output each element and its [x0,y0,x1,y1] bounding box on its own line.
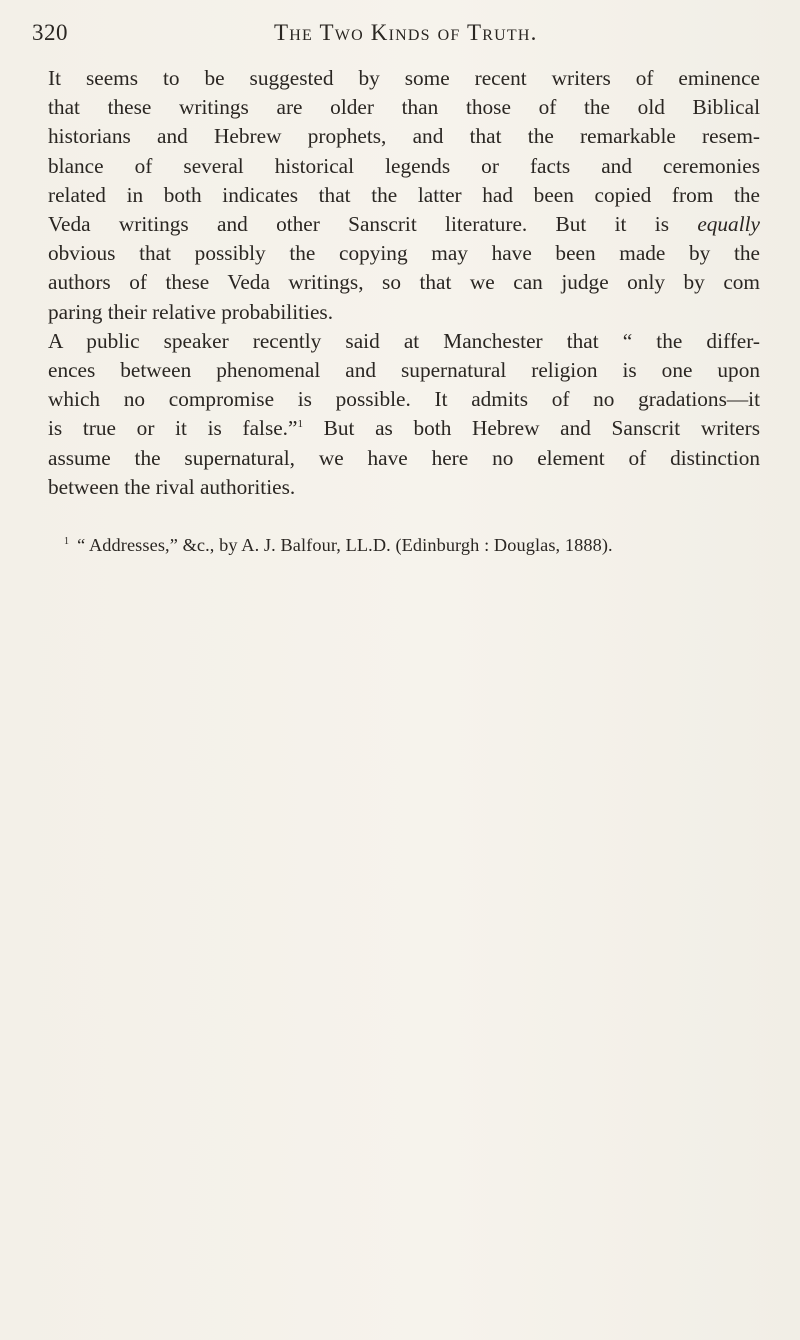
text-line: assume the supernatural, we have here no element of distinction [48,445,760,470]
text-line: authors of these Veda writings, so that we can judge only by com [48,270,760,295]
text-line: that these writings are older than those of the old Biblical [48,95,760,120]
text-line [48,210,760,239]
text-line: historians and Hebrew prophets, and that the remarkable resem- [48,124,760,149]
footnote-reference: 1 [297,418,303,431]
text-segment: is true or it is false.” [48,416,298,441]
running-title: The Two Kinds of Truth. [274,20,538,45]
text-line: between the rival authorities. [48,474,296,499]
text-line: obvious that possibly the copying may have been made by the [48,241,760,266]
text-line: A public speaker recently said at Manchester that “ the differ- [48,328,760,353]
text-segment: But as both Hebrew and Sanscrit writers [302,416,760,441]
text-line: which no compromise is possible. It admits of no gradations—it [48,387,760,412]
emphasized-word: equally [697,212,760,237]
text-line: ences between phenomenal and supernatural religion is one upon [48,358,760,383]
paragraph-1 [48,64,760,327]
paragraph-2 [48,327,760,502]
text-line: paring their relative probabilities. [48,299,334,324]
body-text [48,64,760,502]
text-line: blance of several historical legends or facts and ceremonies [48,153,760,178]
text-segment: Veda writings and other Sanscrit literature. But it is [48,212,698,237]
text-line: It seems to be suggested by some recent writers of eminence [48,66,760,90]
text-line: related in both indicates that the latter had been copied from the [48,182,760,207]
footnote [64,535,760,556]
footnote-marker: 1 [64,536,70,547]
text-line [48,414,760,443]
page-number: 320 [32,20,68,45]
footnote-text: “ Addresses,” &c., by A. J. Balfour, LL.D. (Edinburgh : Douglas, 1888). [77,535,613,555]
page-header [32,20,752,54]
